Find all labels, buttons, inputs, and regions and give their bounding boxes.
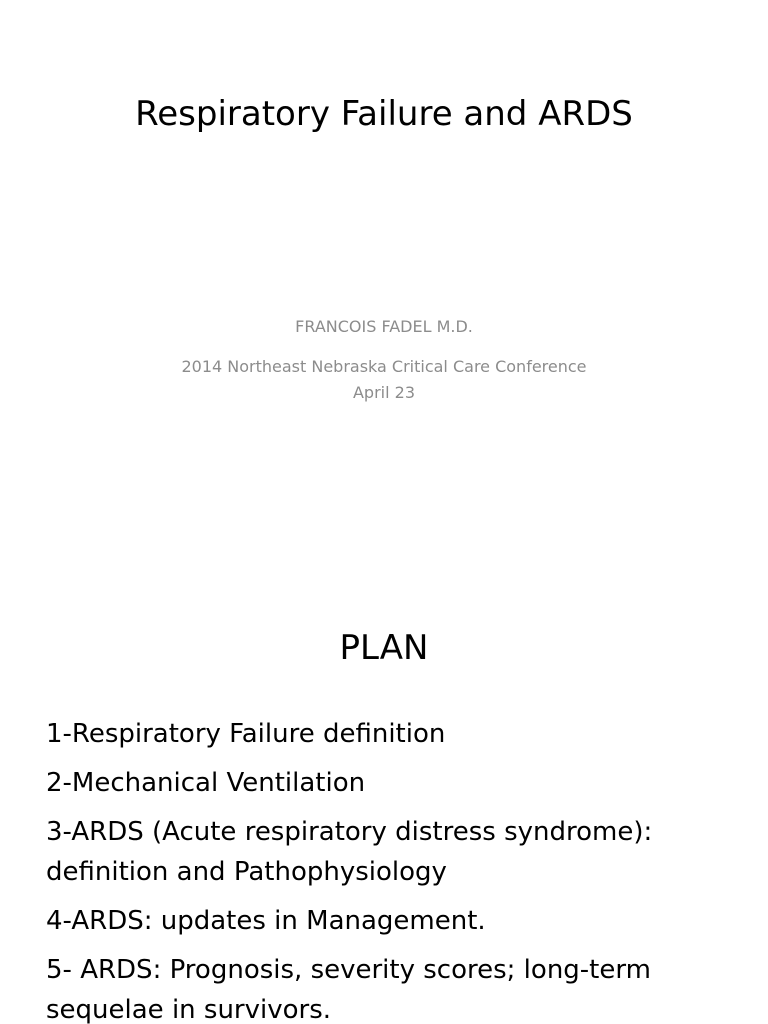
plan-item: 4-ARDS: updates in Management.: [46, 906, 486, 936]
slide-title: Respiratory Failure and ARDS: [135, 94, 633, 134]
plan-item: 1-Respiratory Failure definition: [46, 719, 446, 749]
plan-item: 3-ARDS (Acute respiratory distress syndrome): definition and Pathophysiology: [46, 817, 653, 887]
event-date: April 23: [352, 383, 415, 402]
plan-slide: [0, 576, 768, 1024]
event-name: 2014 Northeast Nebraska Critical Care Conference: [181, 357, 587, 376]
plan-item: 2-Mechanical Ventilation: [46, 768, 366, 798]
plan-item: 5- ARDS: Prognosis, severity scores; long-term sequelae in survivors.: [46, 955, 651, 1024]
plan-title: PLAN: [339, 628, 429, 668]
plan-list: [46, 714, 746, 1024]
author-name: FRANCOIS FADEL M.D.: [295, 317, 473, 336]
subtitle-block: [0, 314, 768, 406]
